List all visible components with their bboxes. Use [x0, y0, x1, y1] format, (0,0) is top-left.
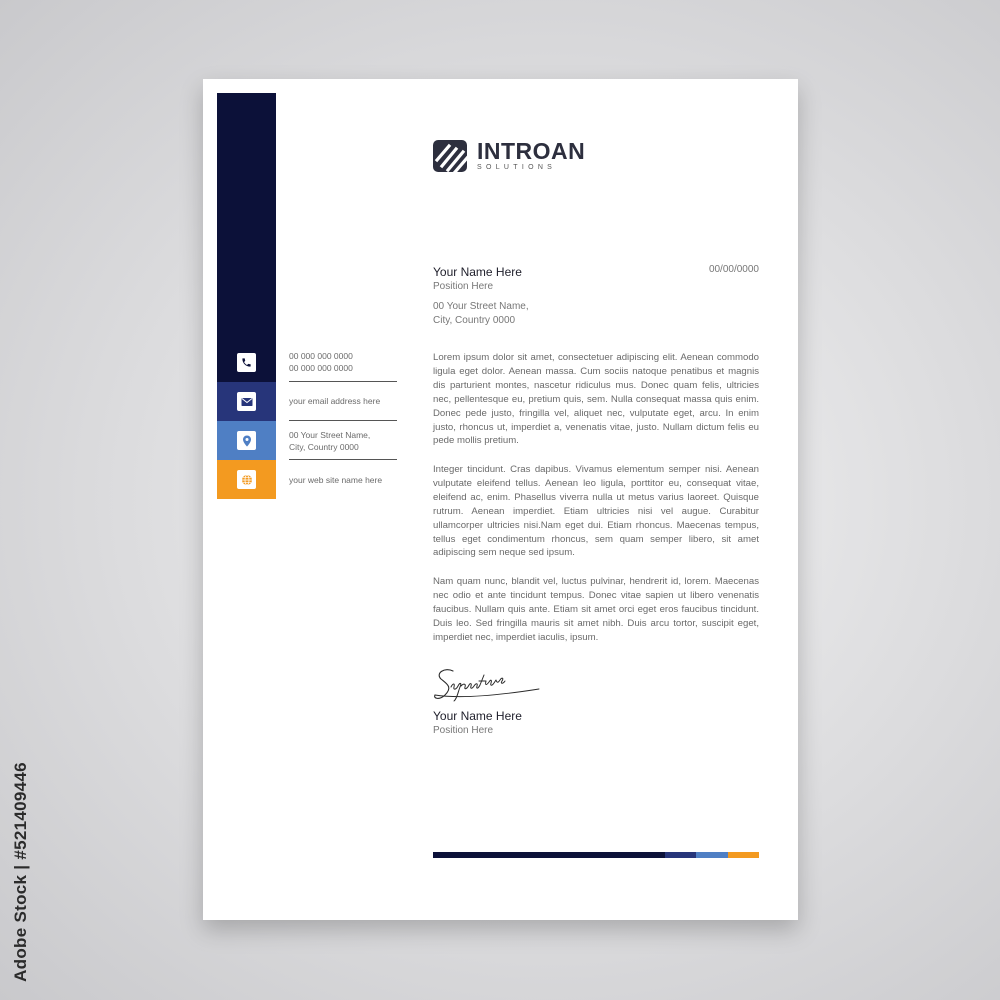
globe-icon	[237, 470, 256, 489]
sidebar-block-mail	[217, 382, 276, 421]
contact-divider	[289, 381, 397, 382]
phone-numbers	[289, 350, 353, 374]
phone-line-2: 00 000 000 0000	[289, 363, 353, 373]
sidebar-block-web	[217, 460, 276, 499]
contact-address-line-1: 00 Your Street Name,	[289, 430, 371, 440]
sender-city: City, Country 0000	[433, 315, 516, 326]
sidebar-block-phone	[217, 343, 276, 382]
stock-id-text: Adobe Stock | #521409446	[11, 762, 30, 982]
sender-name: Your Name Here	[433, 265, 522, 279]
sender-position: Position Here	[433, 281, 494, 292]
contact-divider	[289, 459, 397, 460]
company-name: INTROAN	[477, 138, 586, 164]
body-paragraph-2: Integer tincidunt. Cras dapibus. Vivamus elementum semper nisi. Aenean vulputate eleifend tellus. Aenean leo ligula, porttitor eu, consequat vitae, eleifend ac, enim. Phasellus viverra nulla ut metus varius laoreet. Quisque rutrum. Aenean imperdiet. Etiam ultricies nisi vel augue. Curabitur ullamcorper ultricies nisi.Nam eget dui. Etiam rhoncus. Maecenas tempus, tellus eget condimentum rhoncus, sem quam semper libero, sit amet adipiscing sem neque sed ipsum.	[433, 464, 759, 559]
company-subtitle: SOLUTIONS	[477, 164, 557, 171]
contact-divider	[289, 420, 397, 421]
signatory-name: Your Name Here	[433, 709, 522, 723]
letterhead-page	[203, 79, 798, 920]
body-paragraph-1: Lorem ipsum dolor sit amet, consectetuer adipiscing elit. Aenean commodo ligula eget dolor. Aenean massa. Cum sociis natoque penatibus et magnis dis parturient montes, nascetur ridiculus mus. Donec quam felis, ultricies nec, pellentesque eu, pretium quis, sem. Nulla consequat massa quis enim. Donec pede justo, fringilla vel, aliquet nec, vulputate eget, arcu. In enim justo, rhoncus ut, imperdiet a, venenatis vitae, justo. Nullam dictum felis eu pede mollis pretium.	[433, 352, 759, 447]
phone-line-1: 00 000 000 0000	[289, 351, 353, 361]
mail-icon	[237, 392, 256, 411]
stock-id-label	[8, 762, 34, 982]
website-address: your web site name here	[289, 475, 383, 485]
contact-address	[289, 429, 370, 453]
signatory-position: Position Here	[433, 725, 494, 736]
letter-date: 00/00/0000	[708, 264, 759, 275]
location-pin-icon	[237, 431, 256, 450]
footer-color-bar	[433, 852, 759, 858]
footer-bar-orange	[728, 852, 759, 858]
sidebar-navy-strip	[217, 93, 276, 382]
body-paragraph-3: Nam quam nunc, blandit vel, luctus pulvinar, hendrerit id, lorem. Maecenas nec odio et ante tincidunt tempus. Donec vitae sapien ut libero venenatis faucibus. Nullam quis ante. Etiam sit amet orci eget eros faucibus tincidunt. Duis leo. Sed fringilla mauris sit amet nibh. Duis arcu tortor, suscipit eget, imperdiet nec, imperdiet iaculis, ipsum.	[433, 576, 759, 643]
sender-street: 00 Your Street Name,	[433, 301, 529, 312]
footer-bar-navy	[433, 852, 665, 858]
company-logo	[433, 139, 585, 172]
diagonal-stripes-logo-icon	[433, 140, 467, 172]
contact-address-line-2: City, Country 0000	[289, 442, 359, 452]
handwritten-signature	[431, 665, 549, 709]
phone-icon	[237, 353, 256, 372]
footer-bar-light-blue	[696, 852, 728, 858]
sidebar-block-location	[217, 421, 276, 460]
email-address: your email address here	[289, 396, 381, 406]
footer-bar-blue	[665, 852, 696, 858]
